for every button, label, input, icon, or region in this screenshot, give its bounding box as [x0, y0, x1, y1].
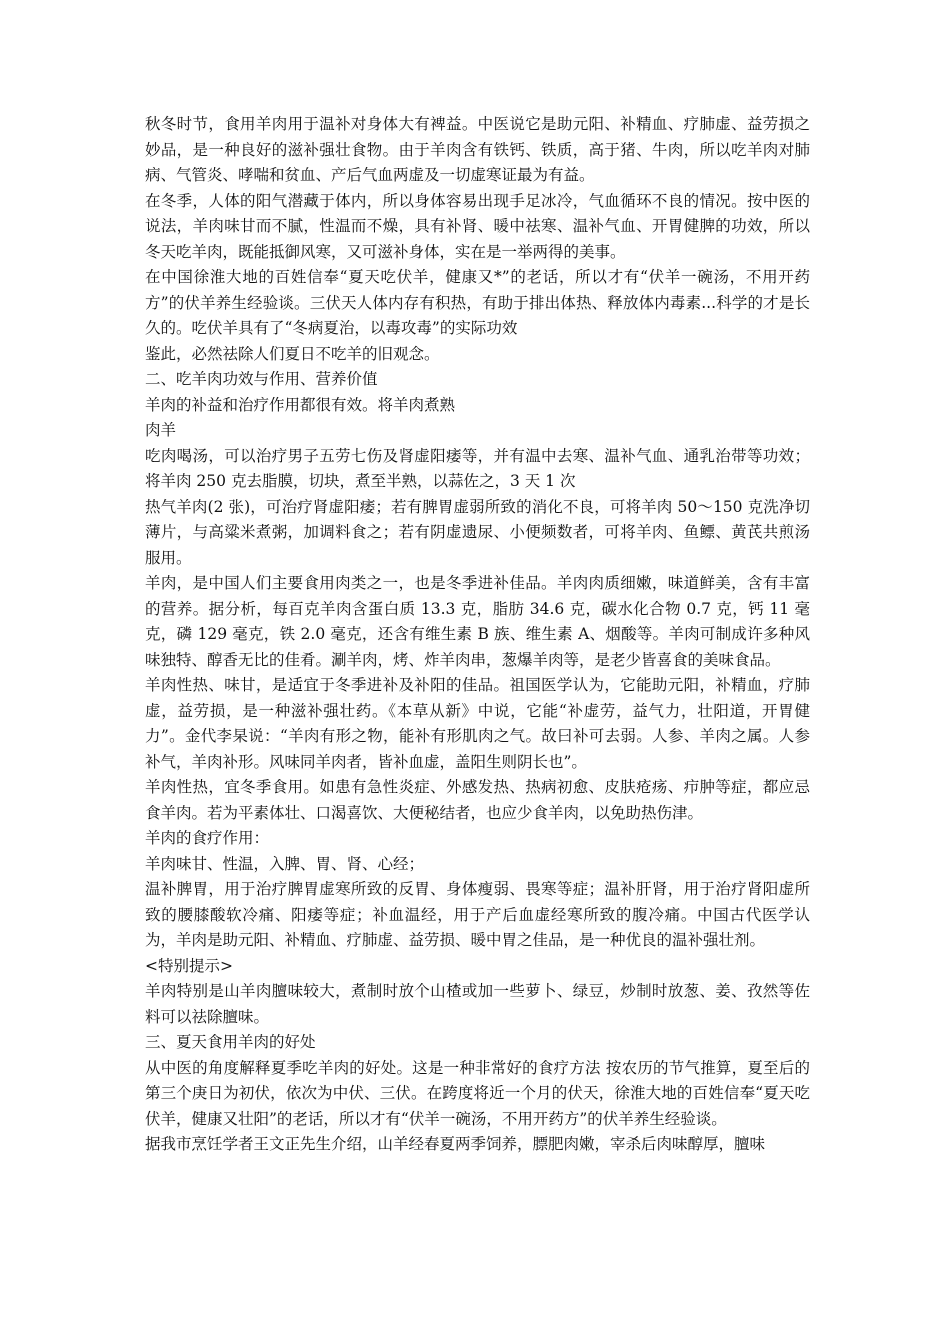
paragraph-nutrition: 羊肉，是中国人们主要食用肉类之一，也是冬季进补佳品。羊肉肉质细嫩，味道鲜美，含有丰富的营养。据分析，每百克羊肉含蛋白质 13.3 克，脂肪 34.6 克，碳水化合物 0.7 克，钙 11 毫克，磷 129 毫克，铁 2.0 毫克，还含有维生素 B 族、维生素 A、烟酸等。羊肉可制成许多种风味独特、醇香无比的佳肴。涮羊肉，烤、炸羊肉串，葱爆羊肉等，是老少皆喜食的美味食品。	[145, 574, 810, 669]
paragraph-therapy-detail: 温补脾胃，用于治疗脾胃虚寒所致的反胃、身体瘦弱、畏寒等症；温补肝肾，用于治疗肾阳虚所致的腰膝酸软冷痛、阳痿等症；补血温经，用于产后血虚经寒所致的腹冷痛。中国古代医学认为，羊肉是助元阳、补精血、疗肺虚、益劳损、暖中胃之佳品，是一种优良的温补强壮剂。	[145, 880, 810, 949]
section-heading-2: 二、吃羊肉功效与作用、营养价值	[145, 370, 378, 388]
section-heading-3: 三、夏天食用羊肉的好处	[145, 1033, 316, 1051]
paragraph-odor-removal: 羊肉特别是山羊肉膻味较大，煮制时放个山楂或加一些萝卜、绿豆，炒制时放葱、姜、孜然等佐料可以祛除膻味。	[145, 982, 810, 1026]
paragraph-winter: 在冬季，人体的阳气潜藏于体内，所以身体容易出现手足冰冷，气血循环不良的情况。按中医的说法，羊肉味甘而不腻，性温而不燥，具有补肾、暖中祛寒、温补气血、开胃健脾的功效，所以冬天吃羊肉，既能抵御风寒，又可滋补身体，实在是一举两得的美事。	[145, 191, 810, 261]
paragraph-tonic-effect: 羊肉的补益和治疗作用都很有效。将羊肉煮熟	[145, 395, 456, 414]
paragraph-hot-mutton: 热气羊肉(2 张)，可治疗肾虚阳痿；若有脾胃虚弱所致的消化不良，可将羊肉 50～150 克洗净切薄片，与高粱米煮粥，加调料食之；若有阴虚遗尿、小便频数者，可将羊肉、鱼鳔、黄芪共煎汤服用。	[145, 497, 810, 567]
paragraph-intro: 秋冬时节，食用羊肉用于温补对身体大有裨益。中医说它是助元阳、补精血、疗肺虚、益劳损之妙品，是一种良好的滋补强壮食物。由于羊肉含有铁钙、铁质，高于猪、牛肉，所以吃羊肉对肺病、气管炎、哮喘和贫血、产后气血两虚及一切虚寒证最为有益。	[145, 115, 810, 184]
paragraph-contraindications: 羊肉性热，宜冬季食用。如患有急性炎症、外感发热、热病初愈、皮肤疮疡、疖肿等症，都应忌食羊肉。若为平素体壮、口渴喜饮、大便秘结者，也应少食羊肉，以免助热伤津。	[145, 778, 810, 822]
special-tip-heading: <特别提示>	[145, 956, 233, 975]
paragraph-therapy-heading: 羊肉的食疗作用：	[145, 829, 270, 847]
paragraph-fuyang: 在中国徐淮大地的百姓信奉“夏天吃伏羊，健康又*”的老话，所以才有“伏羊一碗汤，不用开药方”的伏羊养生经验谈。三伏天人体内存有积热，有助于排出体热、释放体内毒素...科学的才是长久的。吃伏羊具有了“冬病夏治，以毒攻毒”的实际功效	[145, 268, 810, 337]
paragraph-tcm-view: 羊肉性热、味甘，是适宜于冬季进补及补阳的佳品。祖国医学认为，它能助元阳，补精血，疗肺虚，益劳损，是一种滋补强壮药。《本草从新》中说，它能“补虚劳，益气力，壮阳道，开胃健力”。金代李杲说：“羊肉有形之物，能补有形肌肉之气。故曰补可去弱。人参、羊肉之属。人参补气，羊肉补形。风味同羊肉者，皆补血虚，盖阳生则阴长也”。	[145, 676, 810, 771]
document-body	[145, 112, 810, 1158]
paragraph-meridians: 羊肉味甘、性温，入脾、胃、肾、心经；	[145, 854, 425, 873]
paragraph-conclusion: 鉴此，必然祛除人们夏日不吃羊的旧观念。	[145, 344, 440, 363]
paragraph-wang-wenzheng: 据我市烹饪学者王文正先生介绍，山羊经春夏两季饲养，膘肥肉嫩，宰杀后肉味醇厚，膻味	[145, 1135, 766, 1153]
paragraph-summer-benefits: 从中医的角度解释夏季吃羊肉的好处。这是一种非常好的食疗方法 按农历的节气推算，夏至后的第三个庚日为初伏，依次为中伏、三伏。在跨度将近一个月的伏天，徐淮大地的百姓信奉“夏天吃伏羊，健康又壮阳”的老话，所以才有“伏羊一碗汤，不用开药方”的伏羊养生经验谈。	[145, 1058, 810, 1128]
paragraph-soup: 吃肉喝汤，可以治疗男子五劳七伤及肾虚阳痿等，并有温中去寒、温补气血、通乳治带等功效；将羊肉 250 克去脂膜，切块，煮至半熟，以蒜佐之，3 天 1 次	[145, 446, 810, 490]
image-caption-meat-sheep: 肉羊	[145, 421, 177, 439]
